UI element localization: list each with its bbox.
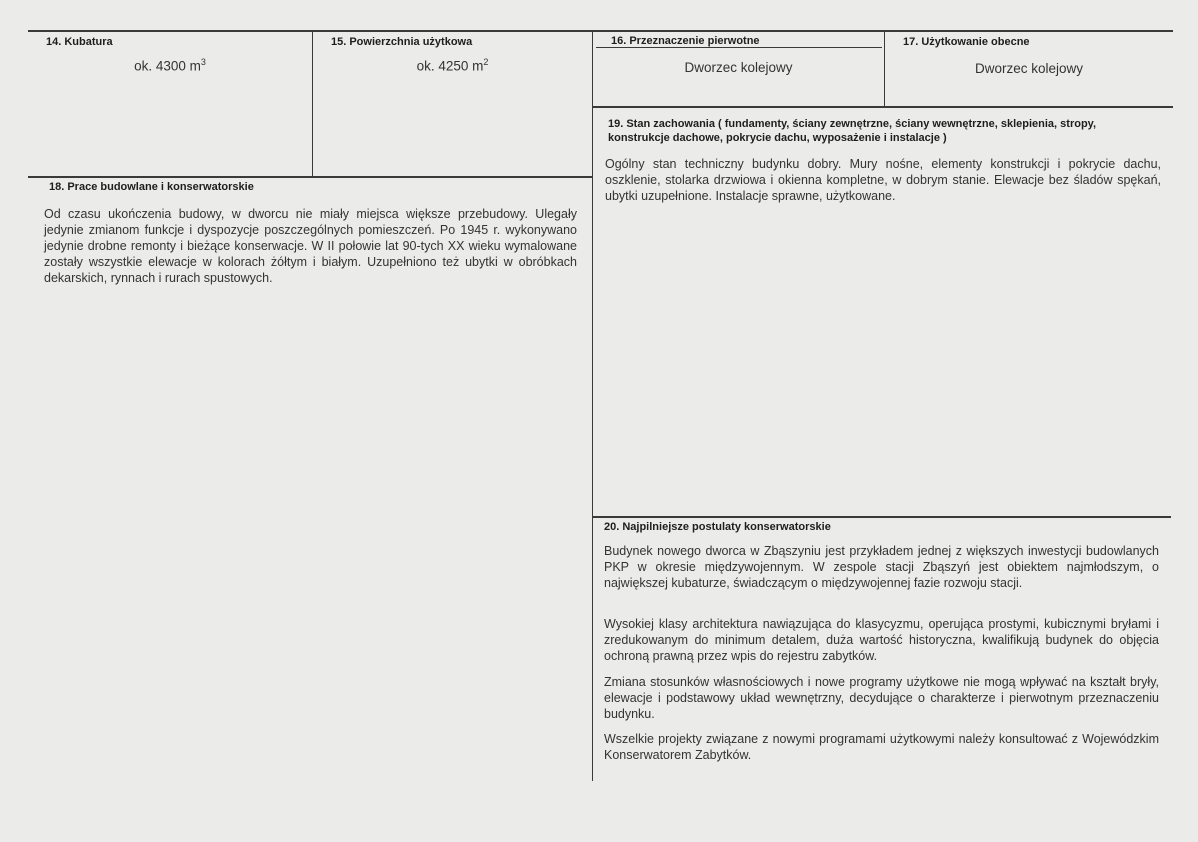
rule-19-top: [593, 106, 1173, 108]
stan-label: 19. Stan zachowania ( fundamenty, ściany zewnętrzne, ściany wewnętrzne, sklepienia, stropy, konstrukcje dachowe, pokrycie dachu, wyposażenie i instalacje ): [608, 118, 1097, 144]
przeznaczenie-label: 16. Przeznaczenie pierwotne: [611, 35, 760, 47]
powierzchnia-value: [313, 57, 592, 74]
divider-main: [592, 31, 593, 781]
uzytkowanie-value: Dworzec kolejowy: [974, 61, 1084, 76]
prace-text: Od czasu ukończenia budowy, w dworcu nie miały miejsca większe przebudowy. Ulegały jedynie zmianom funkcje i dyspozycje poszczególnych pomieszczeń. Po 1945 r. wykonywano jedynie drobne remonty i bieżące konserwacje. W II połowie lat 90-tych XX wieku wymalowane zostały wszystkie elewacje w kolorach żółtym i białym. Uzupełniono też ubytki w obróbkach dekarskich, rynnach i rurach spustowych.: [44, 207, 577, 285]
powierzchnia-label: 15. Powierzchnia użytkowa: [331, 36, 473, 48]
postulaty-paragraph-4: Wszelkie projekty związane z nowymi programami użytkowymi należy konsultować z Wojewódzkim Konserwatorem Zabytków.: [604, 732, 1159, 762]
uzytkowanie-label: 17. Użytkowanie obecne: [903, 36, 1030, 48]
stan-text: Ogólny stan techniczny budynku dobry. Mury nośne, elementy konstrukcji i pokrycie dachu, oszklenie, stolarka drzwiowa i okienna kompletne, w dobrym stanie. Elewacje bez śladów spękań, ubytki uzupełnione. Instalacje sprawne, użytkowane.: [605, 157, 1161, 203]
postulaty-label: 20. Najpilniejsze postulaty konserwatorskie: [604, 521, 831, 533]
postulaty-paragraph-2: Wysokiej klasy architektura nawiązująca do klasycyzmu, operująca prostymi, kubicznymi bryłami i zredukowanym do minimum detalem, duża wartość historyczna, kwalifikują budynek do objęcia ochroną prawną przez wpis do rejestru zabytków.: [604, 617, 1159, 663]
kubatura-value-text: ok. 4300 m: [134, 58, 201, 74]
powierzchnia-value-text: ok. 4250 m: [416, 58, 484, 74]
powierzchnia-unit-exponent: 2: [483, 57, 489, 67]
kubatura-unit-exponent: 3: [200, 57, 206, 67]
kubatura-value: [28, 57, 312, 74]
top-rule: [28, 30, 1173, 32]
przeznaczenie-value: Dworzec kolejowy: [684, 60, 793, 75]
prace-label: 18. Prace budowlane i konserwatorskie: [49, 181, 254, 193]
rule-18-top: [28, 176, 592, 178]
rule-20-top: [593, 516, 1171, 518]
kubatura-label: 14. Kubatura: [46, 36, 113, 48]
postulaty-paragraph-1: Budynek nowego dworca w Zbąszyniu jest przykładem jednej z większych inwestycji budowlanych PKP w okresie międzywojennym. W zespole stacji Zbąszyń jest obiektem najmłodszym, o największej kubaturze, świadczącym o międzywojennej fazie rozwoju stacji.: [604, 544, 1159, 590]
divider-14-15: [312, 31, 313, 177]
postulaty-paragraph-3: Zmiana stosunków własnościowych i nowe programy użytkowe nie mogą wpływać na kształt bryły, elewacje i podstawowy układ wewnętrzny, decydujące o charakterze i pierwotnym przeznaczeniu budynku.: [604, 675, 1159, 721]
